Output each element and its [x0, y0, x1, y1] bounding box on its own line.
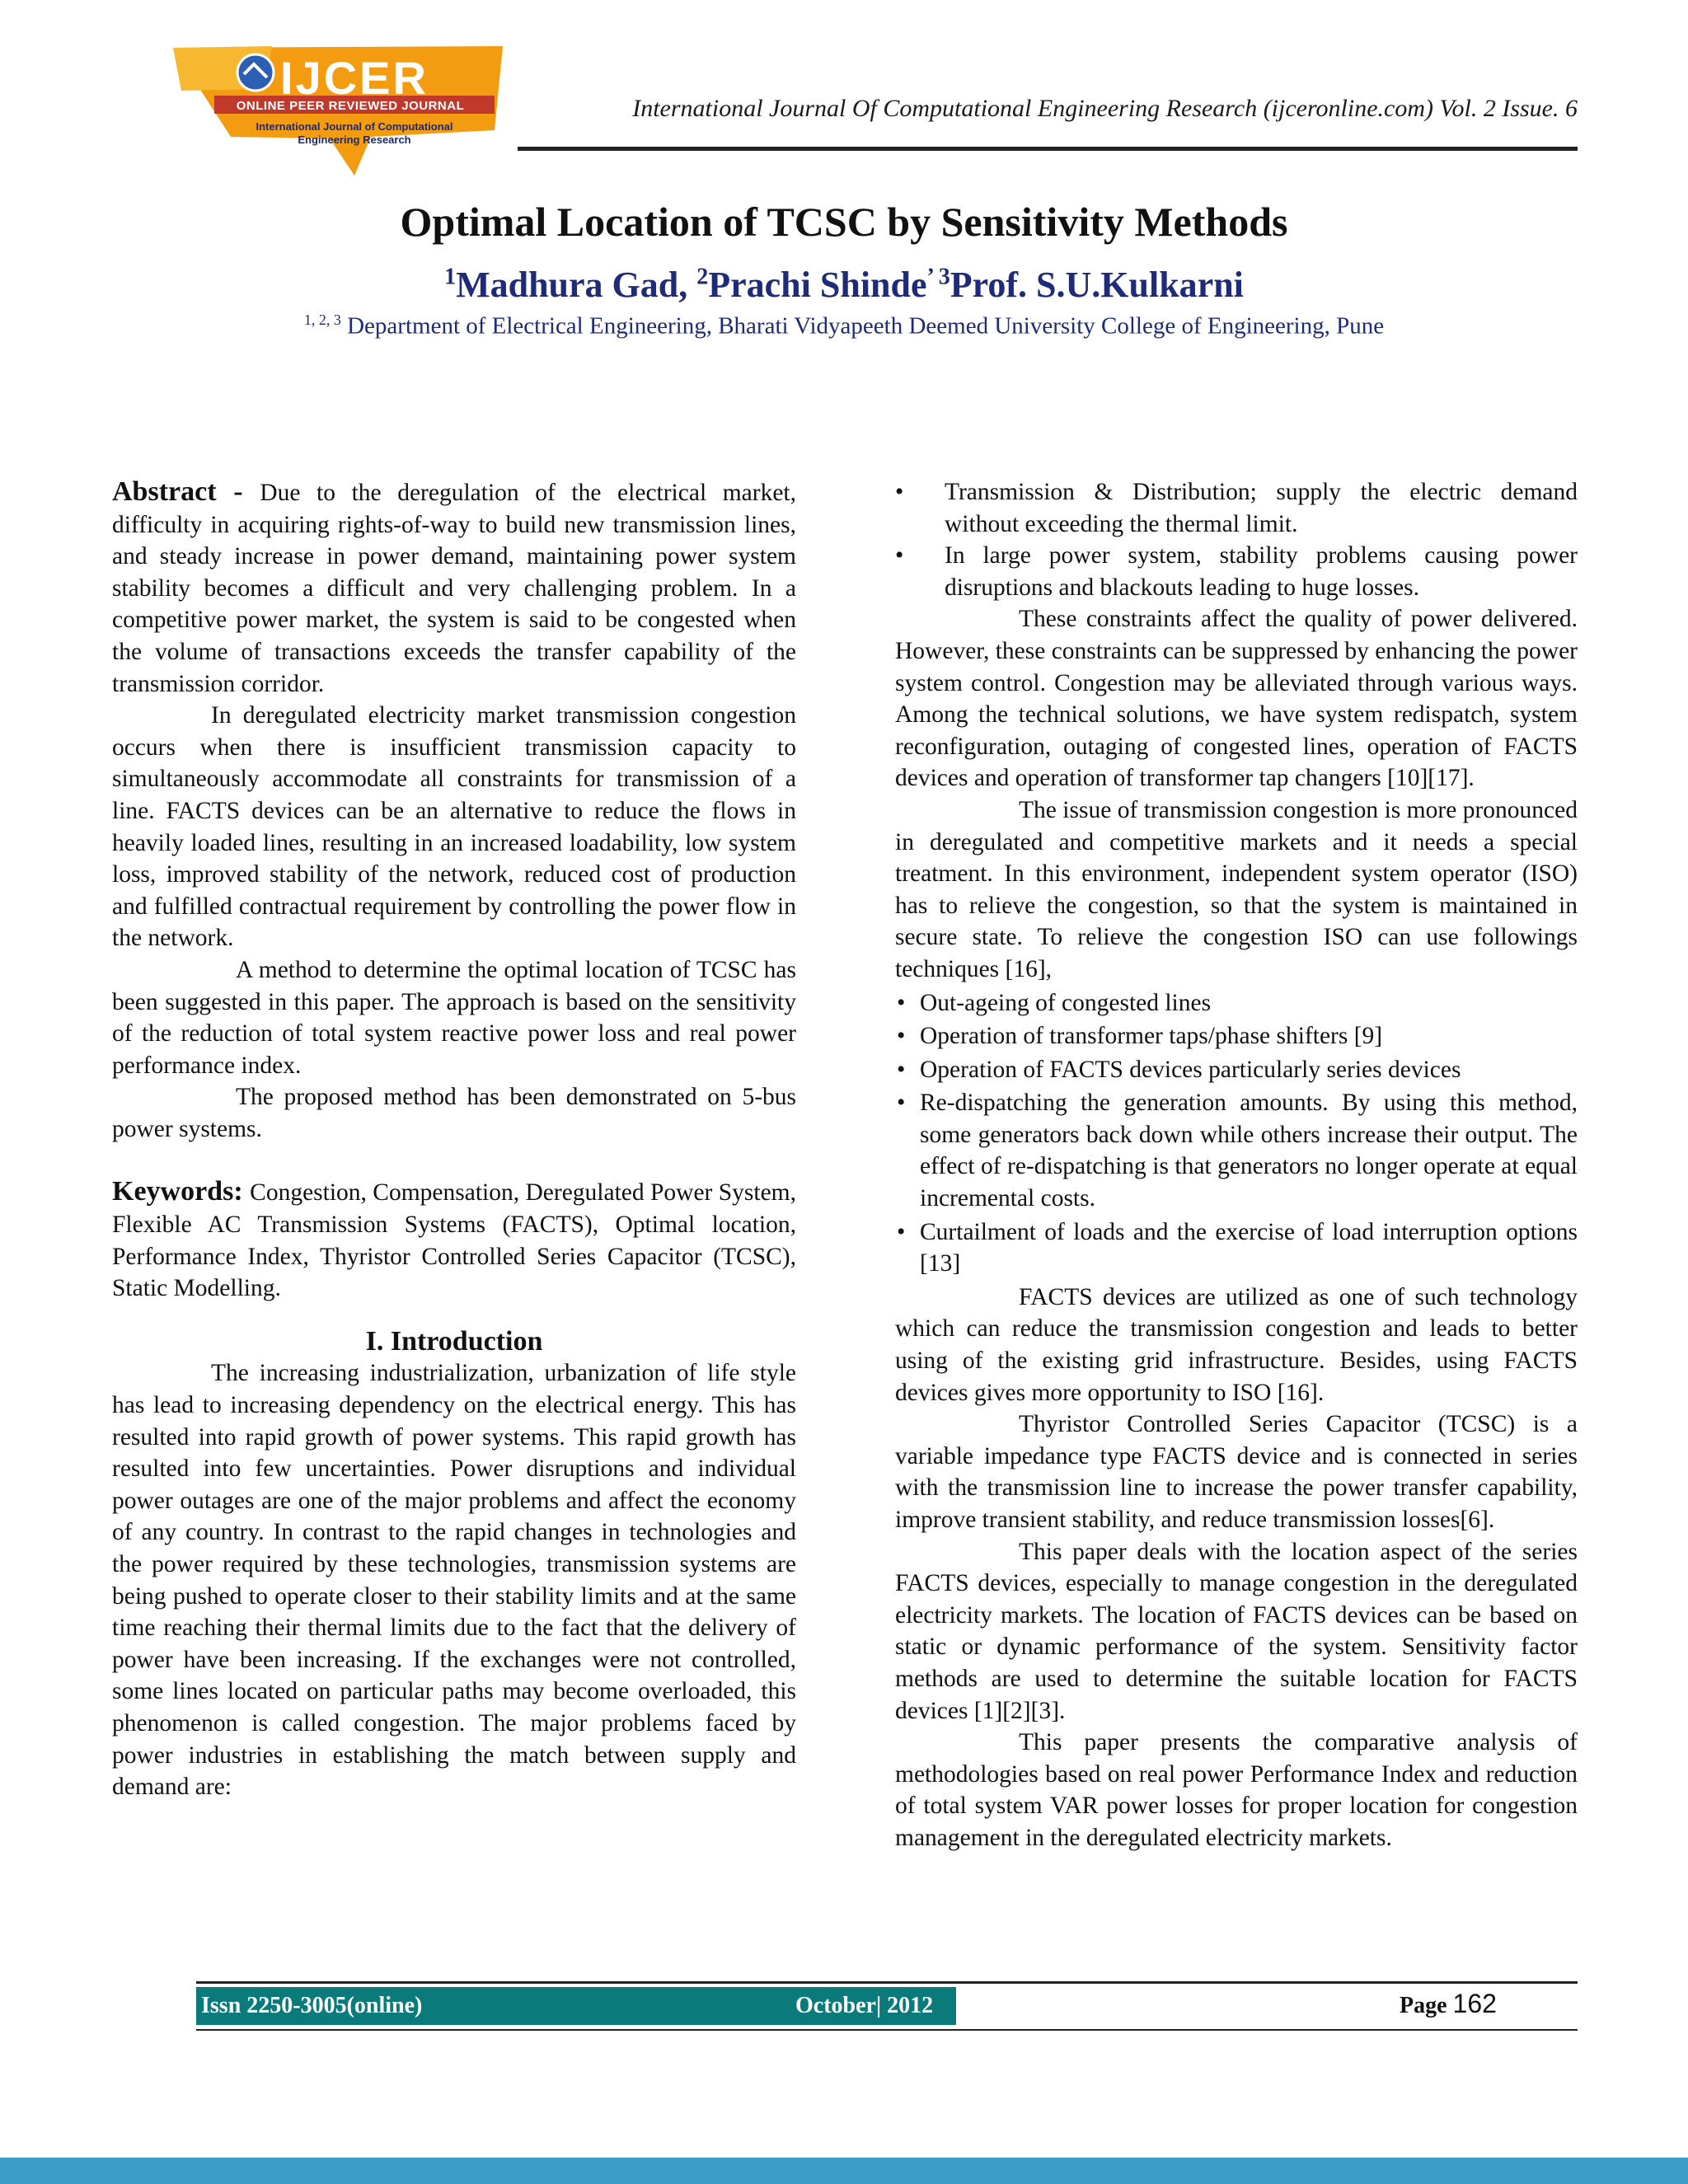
left-column — [112, 476, 796, 1803]
author-3-sup: 3 — [938, 264, 950, 290]
bullet-list-techniques — [895, 987, 1578, 1280]
affiliation-sup: 1, 2, 3 — [303, 312, 341, 328]
right-column — [895, 476, 1578, 1854]
footer-issn: Issn 2250-3005(online) — [201, 1993, 423, 2018]
right-paragraph-4: Thyristor Controlled Series Capacitor (TCSC) is a variable impedance type FACTS device and is connected in series with the transmission line to increase the power transfer capability, improve transient stability, and reduce transmission losses[6]. — [895, 1411, 1578, 1533]
authors-line — [0, 264, 1688, 306]
author-separator: ’ — [926, 264, 939, 290]
abstract-label: Abstract - — [112, 476, 260, 507]
list-item: • Operation of FACTS devices particularly series devices — [895, 1054, 1578, 1086]
logo-brand: IJCER — [280, 52, 429, 104]
list-item: • Curtailment of loads and the exercise of load interruption options [13] — [895, 1216, 1578, 1280]
affiliation-text: Department of Electrical Engineering, Bharati Vidyapeeth Deemed University College of Engineering, Pune — [340, 312, 1385, 340]
page-number: 162 — [1452, 1989, 1497, 2018]
abstract-paragraph-1 — [112, 476, 796, 700]
abstract-paragraph-2: In deregulated electricity market transmission congestion occurs when there is insufficient transmission capacity to simultaneously accommodate all constraints for transmission of a line. FACTS devices can be an alternative to reduce the flows in heavily loaded lines, resulting in an increased loadability, low system loss, improved stability of the network, reduced cost of production and fulfilled contractual requirement by controlling the power flow in the network. — [112, 702, 796, 952]
abstract-text-1: Due to the deregulation of the electrical market, difficulty in acquiring rights-of-way to build new transmission lines, and steady increase in power demand, maintaining power system stability becomes a difficult and very challenging problem. In a competitive power market, the system is said to be congested when the volume of transactions exceeds the transfer capability of the transmission corridor. — [112, 480, 797, 697]
list-item: • In large power system, stability problems causing power disruptions and blackouts leading to huge losses. — [895, 540, 1578, 603]
list-item: • Out-ageing of congested lines — [895, 987, 1578, 1019]
bullet-list-problems — [895, 476, 1578, 603]
paper-title: Optimal Location of TCSC by Sensitivity Methods — [400, 199, 1288, 245]
right-paragraph-6: This paper presents the comparative analysis of methodologies based on real power Performance Index and reduction of total system VAR power losses for proper location for congestion management in the deregulated electricity markets. — [895, 1729, 1578, 1851]
list-item: • Transmission & Distribution; supply the electric demand without exceeding the thermal limit. — [895, 476, 1578, 540]
right-paragraph-2: The issue of transmission congestion is more pronounced in deregulated and competitive markets and it needs a special treatment. In this environment, independent system operator (ISO) has to relieve the congestion, so that the system is maintained in secure state. To relieve the congestion ISO can use followings techniques [16], — [895, 796, 1578, 982]
keywords-paragraph — [112, 1176, 796, 1304]
header-rule — [518, 147, 1578, 151]
section-heading-introduction: I. Introduction — [365, 1325, 543, 1357]
list-item: • Operation of transformer taps/phase shifters [9] — [895, 1020, 1578, 1052]
right-paragraph-5: This paper deals with the location aspect of the series FACTS devices, especially to manage congestion in the deregulated electricity markets. The location of FACTS devices can be based on static or dynamic performance of the system. Sensitivity factor methods are used to determine the suitable location for FACTS devices [1][2][3]. — [895, 1538, 1578, 1724]
author-3: Prof. S.U.Kulkarni — [950, 265, 1244, 305]
logo-tagline: ONLINE PEER REVIEWED JOURNAL — [236, 99, 465, 113]
page-label: Page — [1400, 1993, 1453, 2018]
footer-rule-top — [196, 1981, 1578, 1984]
list-item: • Re-dispatching the generation amounts. By using this method, some generators back down while others increase their output. The effect of re-dispatching is that generators no longer operate at equal incremental costs. — [895, 1087, 1578, 1214]
logo-subtitle: International Journal of Computational Engineering Research — [256, 120, 453, 146]
footer-rule-bottom — [196, 2029, 1578, 2031]
author-2-sup: 2 — [696, 264, 709, 290]
footer-date: October| 2012 — [795, 1993, 934, 2018]
keywords-text: Congestion, Compensation, Deregulated Power System, Flexible AC Transmission Systems (FACTS), Optimal location, Performance Index, Thyristor Controlled Series Capacitor (TCSC), Static Modelling. — [112, 1179, 796, 1302]
intro-paragraph-1: The increasing industrialization, urbanization of life style has lead to increasing dependency on the electrical energy. This has resulted into rapid growth of power systems. This rapid growth has resulted into few uncertainties. Power disruptions and individual power outages are one of the major problems and affect the economy of any country. In contrast to the rapid changes in technologies and the power required by these technologies, transmission systems are being pushed to operate closer to their stability limits and at the same time reaching their thermal limits due to the fact that the delivery of power have been increasing. If the exchanges were not controlled, some lines located on particular paths may become overloaded, this phenomenon is called congestion. The major problems faced by power industries in establishing the match between supply and demand are: — [112, 1360, 796, 1801]
journal-logo — [165, 40, 511, 180]
right-paragraph-3: FACTS devices are utilized as one of such technology which can reduce the transmission congestion and leads to better using of the existing grid infrastructure. Besides, using FACTS devices gives more opportunity to ISO [16]. — [895, 1283, 1578, 1406]
viewer-bottom-bar — [0, 2158, 1688, 2184]
affiliation — [0, 312, 1688, 340]
abstract-paragraph-4: The proposed method has been demonstrated on 5-bus power systems. — [112, 1084, 796, 1142]
journal-header: International Journal Of Computational Engineering Research (ijceronline.com) Vol. 2 Issue. 6 — [632, 95, 1578, 122]
keywords-label: Keywords: — [112, 1176, 251, 1207]
author-1: Madhura Gad, — [456, 265, 697, 305]
author-2: Prachi Shinde — [708, 265, 927, 305]
author-1-sup: 1 — [444, 264, 457, 290]
abstract-paragraph-3: A method to determine the optimal location of TCSC has been suggested in this paper. The approach is based on the sensitivity of the reduction of total system reactive power loss and real power performance index. — [112, 956, 796, 1079]
footer-page — [1400, 1989, 1497, 2019]
right-paragraph-1: These constraints affect the quality of power delivered. However, these constraints can be suppressed by enhancing the power system control. Congestion may be alleviated through various ways. Among the technical solutions, we have system redispatch, system reconfiguration, outaging of congested lines, operation of FACTS devices and operation of transformer tap changers [10][17]. — [895, 606, 1578, 792]
